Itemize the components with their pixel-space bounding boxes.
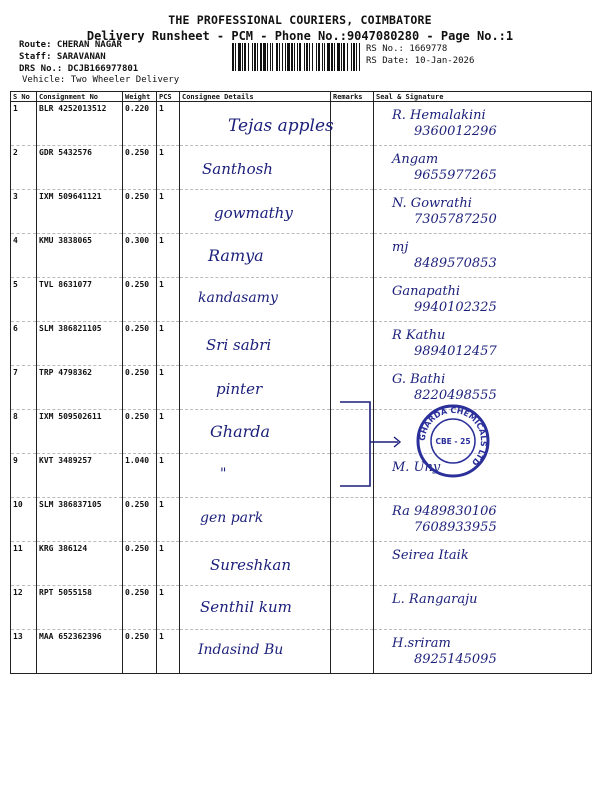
table-row bbox=[11, 102, 592, 146]
consignee-handwriting: Tejas apples bbox=[228, 116, 334, 136]
drs-number: DRS No.: DCJB166977801 bbox=[19, 64, 139, 74]
consignment-number: IXM 509502611 bbox=[37, 410, 123, 454]
weight-value: 0.250 bbox=[123, 542, 157, 586]
consignee-handwriting: Santhosh bbox=[202, 160, 273, 178]
consignment-number: KMU 3838065 bbox=[37, 234, 123, 278]
company-seal bbox=[416, 404, 490, 478]
row-sno: 3 bbox=[11, 190, 37, 234]
route-label: Route: CHERAN NAGAR bbox=[19, 40, 122, 50]
signature-phone: 7305787250 bbox=[414, 212, 497, 227]
weight-value: 0.250 bbox=[123, 278, 157, 322]
col-consignee: Consignee Details bbox=[180, 92, 331, 102]
consignee-handwriting: Indasind Bu bbox=[198, 642, 284, 658]
table-header-row bbox=[11, 92, 592, 102]
consignee-name bbox=[180, 366, 331, 410]
signature-name: M. Uny bbox=[392, 460, 441, 475]
vehicle-label: Vehicle: Two Wheeler Delivery bbox=[22, 75, 180, 85]
signature-cell bbox=[374, 190, 592, 234]
signature-name: Ganapathi bbox=[392, 284, 461, 299]
signature-name: R Kathu bbox=[392, 328, 446, 343]
delivery-table bbox=[10, 91, 592, 674]
svg-text:GHARDA CHEMICALS LTD: GHARDA CHEMICALS LTD bbox=[417, 405, 489, 468]
pcs-count: 1 bbox=[157, 586, 180, 630]
remarks-cell bbox=[331, 146, 374, 190]
consignee-name bbox=[180, 234, 331, 278]
consignment-number: RPT 5055158 bbox=[37, 586, 123, 630]
weight-value: 1.040 bbox=[123, 454, 157, 498]
consignee-handwriting: Senthil kum bbox=[200, 598, 292, 616]
consignee-handwriting: gowmathy bbox=[214, 204, 293, 222]
row-sno: 5 bbox=[11, 278, 37, 322]
row-sno: 9 bbox=[11, 454, 37, 498]
remarks-cell bbox=[331, 542, 374, 586]
row-sno: 11 bbox=[11, 542, 37, 586]
remarks-cell bbox=[331, 586, 374, 630]
pcs-count: 1 bbox=[157, 454, 180, 498]
consignee-handwriting: Gharda bbox=[210, 422, 271, 441]
consignment-number: TVL 8631077 bbox=[37, 278, 123, 322]
signature-phone: 7608933955 bbox=[414, 520, 497, 535]
weight-value: 0.250 bbox=[123, 630, 157, 674]
consignment-number: SLM 386837105 bbox=[37, 498, 123, 542]
consignee-handwriting: Sri sabri bbox=[206, 336, 272, 354]
weight-value: 0.250 bbox=[123, 498, 157, 542]
row-sno: 1 bbox=[11, 102, 37, 146]
consignment-number: SLM 386821105 bbox=[37, 322, 123, 366]
weight-value: 0.250 bbox=[123, 586, 157, 630]
consignee-handwriting: gen park bbox=[200, 510, 264, 526]
signature-phone: 8925145095 bbox=[414, 652, 497, 667]
consignee-name bbox=[180, 278, 331, 322]
pcs-count: 1 bbox=[157, 542, 180, 586]
signature-cell bbox=[374, 146, 592, 190]
remarks-cell bbox=[331, 630, 374, 674]
consignee-handwriting: kandasamy bbox=[198, 290, 278, 306]
consignee-name bbox=[180, 454, 331, 498]
signature-phone: 9360012296 bbox=[414, 124, 497, 139]
signature-phone: 9894012457 bbox=[414, 344, 497, 359]
signature-name: Seirea Itaik bbox=[392, 548, 469, 563]
remarks-cell bbox=[331, 498, 374, 542]
signature-name: G. Bathi bbox=[392, 372, 446, 387]
table-row bbox=[11, 278, 592, 322]
table-row bbox=[11, 630, 592, 674]
row-sno: 8 bbox=[11, 410, 37, 454]
consignee-name bbox=[180, 102, 334, 146]
pcs-count: 1 bbox=[157, 366, 180, 410]
table-row bbox=[11, 498, 592, 542]
row-sno: 10 bbox=[11, 498, 37, 542]
consignment-number: GDR 5432576 bbox=[37, 146, 123, 190]
consignment-number: KVT 3489257 bbox=[37, 454, 123, 498]
col-sno: S No bbox=[11, 92, 37, 102]
col-consignment: Consignment No bbox=[37, 92, 123, 102]
signature-cell bbox=[374, 498, 592, 542]
consignment-number: IXM 509641121 bbox=[37, 190, 123, 234]
signature-name: Angam bbox=[392, 152, 439, 167]
table-row bbox=[11, 542, 592, 586]
consignee-name bbox=[180, 542, 331, 586]
signature-name: H.sriram bbox=[392, 636, 451, 651]
pcs-count: 1 bbox=[157, 322, 180, 366]
consignee-name bbox=[180, 586, 331, 630]
table-row bbox=[11, 234, 592, 278]
signature-cell bbox=[374, 278, 592, 322]
table-row bbox=[11, 410, 592, 454]
signature-phone: 8489570853 bbox=[414, 256, 497, 271]
weight-value: 0.250 bbox=[123, 322, 157, 366]
consignee-handwriting: Sureshkan bbox=[210, 556, 292, 574]
consignment-number: BLR 4252013512 bbox=[37, 102, 123, 146]
signature-name: mj bbox=[392, 240, 409, 255]
consignment-number: MAA 652362396 bbox=[37, 630, 123, 674]
rs-date: RS Date: 10-Jan-2026 bbox=[366, 56, 475, 66]
pcs-count: 1 bbox=[157, 146, 180, 190]
weight-value: 0.250 bbox=[123, 146, 157, 190]
remarks-cell bbox=[331, 190, 374, 234]
pcs-count: 1 bbox=[157, 410, 180, 454]
remarks-cell bbox=[331, 102, 374, 146]
remarks-cell bbox=[331, 234, 374, 278]
signature-cell bbox=[374, 630, 592, 674]
row-sno: 6 bbox=[11, 322, 37, 366]
pcs-count: 1 bbox=[157, 498, 180, 542]
signature-phone: 9940102325 bbox=[414, 300, 497, 315]
barcode-image bbox=[232, 43, 360, 71]
consignee-name bbox=[180, 498, 331, 542]
remarks-cell bbox=[331, 322, 374, 366]
consignee-name bbox=[180, 322, 331, 366]
col-weight: Weight bbox=[123, 92, 157, 102]
signature-cell bbox=[374, 586, 592, 630]
pcs-count: 1 bbox=[157, 278, 180, 322]
pcs-count: 1 bbox=[157, 630, 180, 674]
signature-cell bbox=[374, 102, 592, 146]
runsheet-subtitle: Delivery Runsheet - PCM - Phone No.:9047080280 - Page No.:1 bbox=[86, 29, 514, 43]
signature-cell bbox=[374, 542, 592, 586]
table-row bbox=[11, 454, 592, 498]
consignee-name bbox=[180, 630, 331, 674]
table-row bbox=[11, 366, 592, 410]
weight-value: 0.250 bbox=[123, 410, 157, 454]
consignee-handwriting: " bbox=[220, 466, 227, 482]
table-row bbox=[11, 322, 592, 366]
company-title: THE PROFESSIONAL COURIERS, COIMBATORE bbox=[168, 13, 432, 27]
table-row bbox=[11, 146, 592, 190]
consignee-handwriting: pinter bbox=[216, 380, 263, 398]
remarks-cell bbox=[331, 278, 374, 322]
weight-value: 0.300 bbox=[123, 234, 157, 278]
row-sno: 13 bbox=[11, 630, 37, 674]
consignment-number: TRP 4798362 bbox=[37, 366, 123, 410]
signature-cell bbox=[374, 322, 592, 366]
consignee-handwriting: Ramya bbox=[208, 246, 264, 265]
row-sno: 7 bbox=[11, 366, 37, 410]
staff-label: Staff: SARAVANAN bbox=[19, 52, 106, 62]
col-signature: Seal & Signature bbox=[374, 92, 592, 102]
row-sno: 12 bbox=[11, 586, 37, 630]
bracket-mark bbox=[336, 400, 416, 490]
signature-name: N. Gowrathi bbox=[392, 196, 472, 211]
signature-name: R. Hemalakini bbox=[392, 108, 486, 123]
signature-name: L. Rangaraju bbox=[392, 592, 478, 607]
pcs-count: 1 bbox=[157, 234, 180, 278]
row-sno: 2 bbox=[11, 146, 37, 190]
rs-number: RS No.: 1669778 bbox=[366, 44, 448, 54]
table-row bbox=[11, 586, 592, 630]
weight-value: 0.220 bbox=[123, 102, 157, 146]
consignee-name bbox=[180, 146, 331, 190]
weight-value: 0.250 bbox=[123, 366, 157, 410]
signature-phone: 9655977265 bbox=[414, 168, 497, 183]
table-row bbox=[11, 190, 592, 234]
signature-cell bbox=[374, 234, 592, 278]
pcs-count: 1 bbox=[157, 190, 180, 234]
col-pcs: PCS bbox=[157, 92, 180, 102]
pcs-count: 1 bbox=[157, 102, 180, 146]
signature-phone: 8220498555 bbox=[414, 388, 497, 403]
svg-text:CBE - 25: CBE - 25 bbox=[435, 437, 471, 446]
consignment-number: KRG 386124 bbox=[37, 542, 123, 586]
signature-name: Ra 9489830106 bbox=[392, 504, 497, 519]
weight-value: 0.250 bbox=[123, 190, 157, 234]
row-sno: 4 bbox=[11, 234, 37, 278]
consignee-name bbox=[180, 190, 331, 234]
consignee-name bbox=[180, 410, 331, 454]
col-remarks: Remarks bbox=[331, 92, 374, 102]
